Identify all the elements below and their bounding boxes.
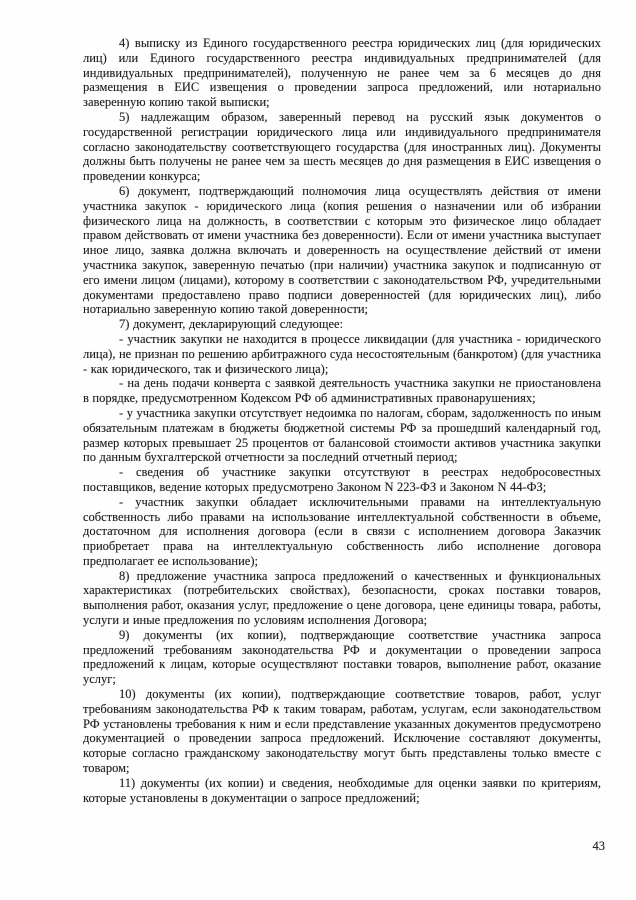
document-text: [83, 36, 601, 805]
paragraph-item-7: 7) документ, декларирующий следующее:: [119, 317, 344, 332]
declaration-item-2: - на день подачи конверта с заявкой деятельность участника закупки не приостановлена в порядке, предусмотренном Кодексом РФ об административных правонарушениях;: [83, 376, 601, 406]
page-number: 43: [592, 839, 605, 853]
paragraph-item-6: 6) документ, подтверждающий полномочия лица осуществлять действия от имени участника закупок - юридического лица (копия решения о назначении или об избрании физического лица на должность, в соответствии с которым это физическое лицо обладает правом действовать от имени участника без доверенности). Если от имени участника выступает иное лицо, заявка должна включать и доверенность на осуществление действий от имени участника закупок, заверенную печатью (при наличии) участника закупок и подписанную от его имени лицом (лицами), которому в соответствии с законодательством РФ, учредительными документами предоставлено право подписи доверенностей (для юридических лиц), либо нотариально заверенную копию такой доверенности;: [83, 183, 601, 317]
paragraph-item-11: 11) документы (их копии) и сведения, необходимые для оценки заявки по критериям, которые установлены в документации о запросе предложений;: [83, 775, 601, 805]
paragraph-item-4: 4) выписку из Единого государственного реестра юридических лиц (для юридических лиц) или Единого государственного реестра индивидуальных предпринимателей (для индивидуальных предпринимателей), полученную не ранее чем за 6 месяцев до дня размещения в ЕИС извещения о проведении запроса предложений, или нотариально заверенную копию такой выписки;: [83, 36, 601, 110]
declaration-item-1: - участник закупки не находится в процессе ликвидации (для участника - юридического лица), не признан по решению арбитражного суда несостоятельным (банкротом) (для участника - как юридического, так и физического лица);: [83, 331, 601, 376]
declaration-item-4: - сведения об участнике закупки отсутствуют в реестрах недобросовестных поставщиков, ведение которых предусмотрено Законом N 223-ФЗ и Законом N 44-ФЗ;: [83, 465, 601, 494]
paragraph-item-10: 10) документы (их копии), подтверждающие соответствие товаров, работ, услуг требованиям законодательства РФ к таким товарам, работам, услугам, если законодательством РФ установлены требования к ним и если представление указанных документов предусмотрено документацией о проведении запроса предложений. Исключение составляют документы, которые согласно гражданскому законодательству могут быть представлены только вместе с товаром;: [83, 687, 601, 776]
paragraph-item-8: 8) предложение участника запроса предложений о качественных и функциональных характеристиках (потребительских свойствах), безопасности, сроках поставки товаров, выполнения работ, оказания услуг, предложение о цене договора, цене единицы товара, работы, услуги и иные предложения по условиям исполнения Договора;: [83, 568, 601, 628]
declaration-item-5: - участник закупки обладает исключительными правами на интеллектуальную собственность либо правами на использование интеллектуальной собственности в объеме, достаточном для исполнения договора (если в связи с исполнением договора Заказчик приобретает права на интеллектуальную собственность либо исполнение договора предполагает ее использование);: [83, 494, 601, 568]
paragraph-item-5: 5) надлежащим образом, заверенный перевод на русский язык документов о государственной регистрации юридического лица или индивидуального предпринимателя согласно законодательству соответствующего государства (для иностранных лиц). Документы должны быть получены не ранее чем за шесть месяцев до дня размещения в ЕИС извещения о проведении конкурса;: [83, 109, 601, 184]
paragraph-item-9: 9) документы (их копии), подтверждающие соответствие участника запроса предложений требованиям законодательства РФ и документации о проведении запроса предложений к лицам, которые осуществляют поставки товаров, выполнение работ, оказание услуг;: [83, 627, 601, 687]
declaration-item-3: - у участника закупки отсутствует недоимка по налогам, сборам, задолженность по иным обязательным платежам в бюджеты бюджетной системы РФ за прошедший календарный год, размер которых превышает 25 процентов от балансовой стоимости активов участника закупки по данным бухгалтерской отчетности за последний отчетный период;: [83, 405, 601, 465]
